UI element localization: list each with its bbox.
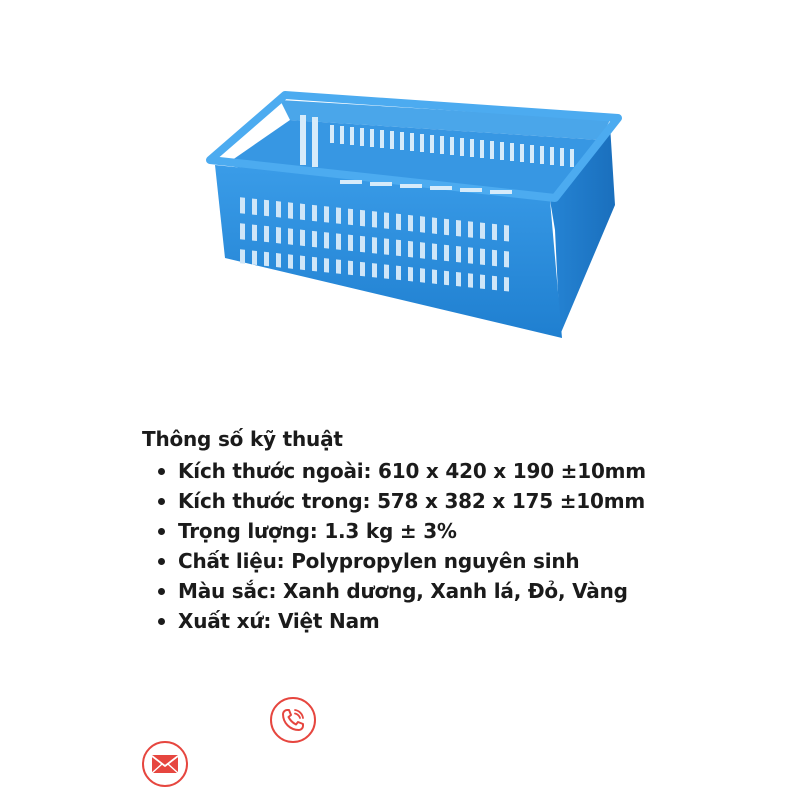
- specs-title: Thông số kỹ thuật: [142, 427, 343, 451]
- bullet-icon: [158, 528, 165, 535]
- bullet-icon: [158, 618, 165, 625]
- bullet-icon: [158, 558, 165, 565]
- spec-origin-text: Xuất xứ: Việt Nam: [178, 609, 380, 633]
- phone-icon: [280, 707, 306, 733]
- spec-colors-text: Màu sắc: Xanh dương, Xanh lá, Đỏ, Vàng: [178, 579, 628, 603]
- spec-weight: [156, 516, 762, 546]
- spec-origin: [156, 606, 762, 636]
- specs-list: [142, 456, 762, 636]
- mail-contact-button[interactable]: [142, 741, 188, 787]
- spec-inner-size-text: Kích thước trong: 578 x 382 x 175 ±10mm: [178, 489, 646, 513]
- spec-inner-size: [156, 486, 762, 516]
- product-image: [190, 80, 630, 360]
- mail-icon: [151, 753, 179, 775]
- spec-material: [156, 546, 762, 576]
- spec-outer-size: [156, 456, 762, 486]
- spec-weight-text: Trọng lượng: 1.3 kg ± 3%: [178, 519, 457, 543]
- specs-section: [142, 424, 762, 636]
- spec-colors: [156, 576, 762, 606]
- bullet-icon: [158, 498, 165, 505]
- bullet-icon: [158, 468, 165, 475]
- bullet-icon: [158, 588, 165, 595]
- spec-outer-size-text: Kích thước ngoài: 610 x 420 x 190 ±10mm: [178, 459, 646, 483]
- phone-contact-button[interactable]: [270, 697, 316, 743]
- spec-material-text: Chất liệu: Polypropylen nguyên sinh: [178, 549, 580, 573]
